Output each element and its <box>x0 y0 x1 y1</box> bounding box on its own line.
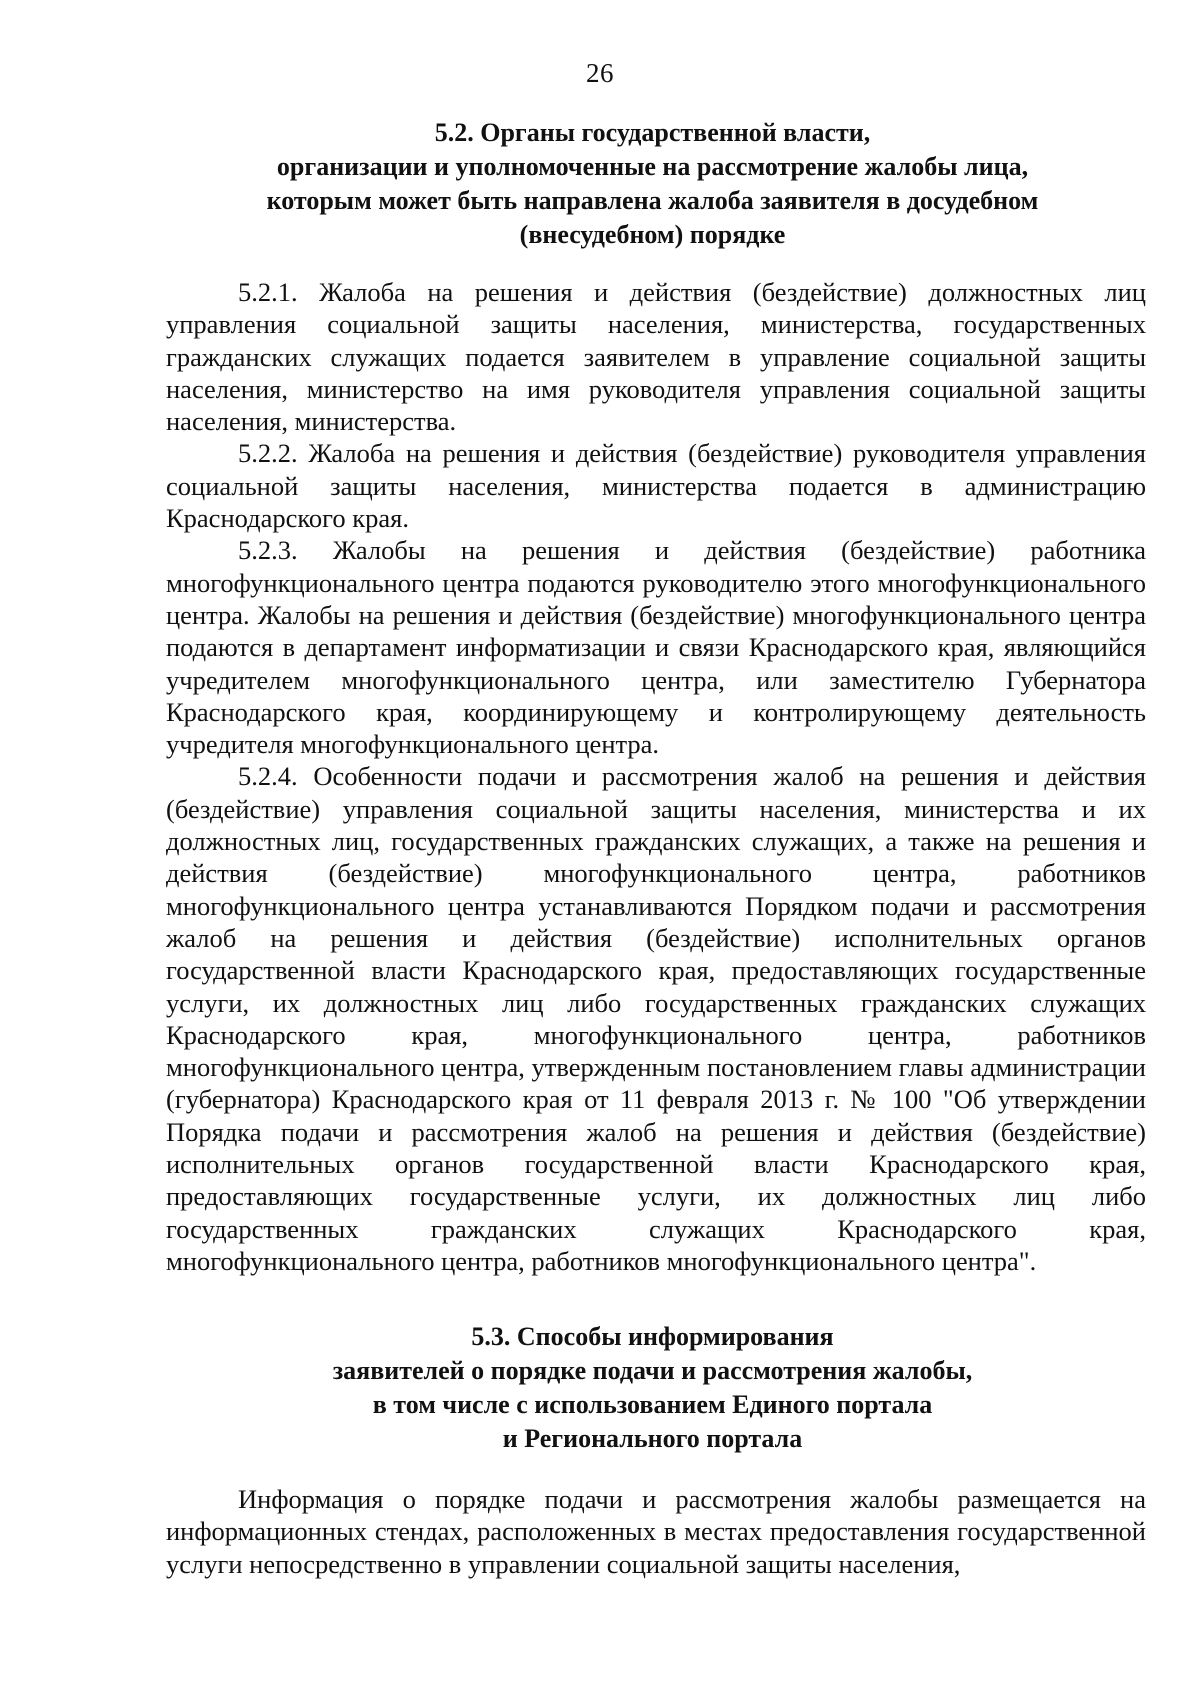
section-5-3-title-line: 5.3. Способы информирования <box>471 1322 834 1351</box>
section-5-2-title-line: (внесудебном) порядке <box>519 220 786 249</box>
paragraph-5-2-2: 5.2.2. Жалоба на решения и действия (бездействие) руководителя управления социальной защиты населения, министерства подается в администрацию Краснодарского края. <box>166 438 1146 534</box>
section-5-3-title-line: и Регионального портала <box>502 1424 803 1453</box>
section-5-3-title <box>160 1320 1145 1456</box>
paragraph-5-2-3: 5.2.3. Жалобы на решения и действия (бездействие) работника многофункционального центра подаются руководителю этого многофункционального центра. Жалобы на решения и действия (бездействие) многофункционального центра подаются в департамент информатизации и связи Краснодарского края, являющийся учредителем многофункционального центра, или заместителю Губернатора Краснодарского края, координирующему и контролирующему деятельность учредителя многофункционального центра. <box>166 535 1146 760</box>
paragraph-5-2-1: 5.2.1. Жалоба на решения и действия (бездействие) должностных лиц управления социальной защиты населения, министерства, государственных гражданских служащих подается заявителем в управление социальной защиты населения, министерство на имя руководителя управления социальной защиты населения, министерства. <box>166 277 1146 437</box>
section-5-2-title-line: которым может быть направлена жалоба заявителя в досудебном <box>266 186 1039 215</box>
section-5-2-title-line: организации и уполномоченные на рассмотрение жалобы лица, <box>276 152 1029 181</box>
section-5-3-title-line: в том числе с использованием Единого портала <box>372 1390 933 1419</box>
page-number: 26 <box>586 58 614 88</box>
section-5-2-body <box>166 276 1146 1277</box>
section-5-3-body <box>166 1483 1146 1580</box>
paragraph-5-3-1: Информация о порядке подачи и рассмотрения жалобы размещается на информационных стендах, расположенных в местах предоставления государственной услуги непосредственно в управлении социальной защиты населения, <box>166 1484 1146 1579</box>
section-5-3-title-line: заявителей о порядке подачи и рассмотрения жалобы, <box>332 1356 973 1385</box>
section-5-2-title-line: 5.2. Органы государственной власти, <box>434 118 871 147</box>
paragraph-5-2-4: 5.2.4. Особенности подачи и рассмотрения жалоб на решения и действия (бездействие) управления социальной защиты населения, министерства и их должностных лиц, государственных гражданских служащих, а также на решения и действия (бездействие) многофункционального центра, работников многофункционального центра устанавливаются Порядком подачи и рассмотрения жалоб на решения и действия (бездействие) исполнительных органов государственной власти Краснодарского края, предоставляющих государственные услуги, их должностных лиц либо государственных гражданских служащих Краснодарского края, многофункционального центра, работников многофункционального центра, утвержденным постановлением главы администрации (губернатора) Краснодарского края от 11 февраля 2013 г. № 100 "Об утверждении Порядка подачи и рассмотрения жалоб на решения и действия (бездействие) исполнительных органов государственной власти Краснодарского края, предоставляющих государственные услуги, их должностных лиц либо государственных гражданских служащих Краснодарского края, многофункционального центра, работников многофункционального центра". <box>166 761 1146 1276</box>
section-5-2-title <box>160 116 1145 252</box>
